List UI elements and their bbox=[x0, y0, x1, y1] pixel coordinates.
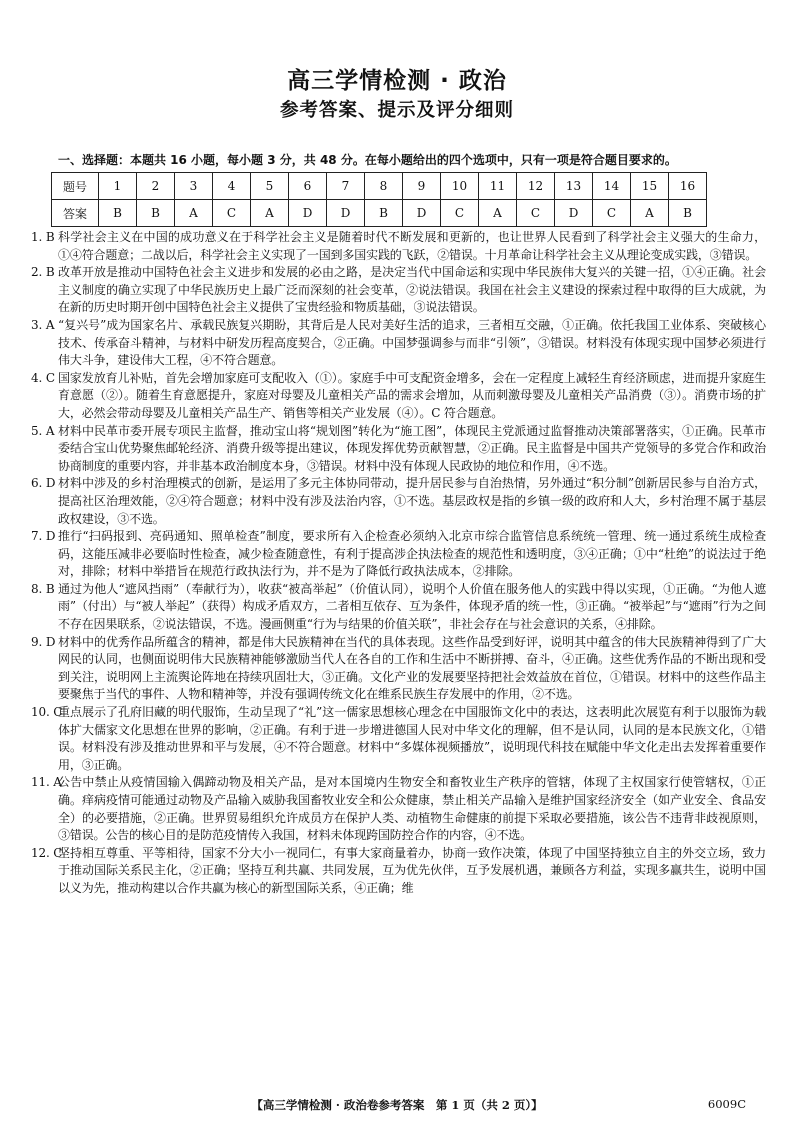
answer-cell: D bbox=[403, 200, 441, 227]
item-text: 公告中禁止从疫情国输入偶蹄动物及相关产品，是对本国境内生物安全和畜牧业生产秩序的管辖，体现了主权国家行使管辖权，①正确。痒病疫情可能通过动物及产品输入威胁我国畜牧业安全和公众健康，禁止相关产品输入是维护国家经济安全（如产业安全、食品安全）的必要措施，②正确。世界贸易组织允许成员方在保护人类、动植物生命健康的前提下采取必要措施，该公告不违背非歧视原则，③错误。公告的核心目的是防范疫情传入我国，材料未体现跨国防控合作的内容，④不选。 bbox=[58, 775, 766, 843]
answer-explanations bbox=[31, 229, 766, 898]
list-item bbox=[31, 475, 766, 528]
answer-row bbox=[52, 200, 707, 227]
answer-cell: C bbox=[593, 200, 631, 227]
answer-cell: D bbox=[289, 200, 327, 227]
item-number: 7. D bbox=[31, 529, 56, 544]
item-number: 1. B bbox=[31, 230, 55, 244]
answer-cell: A bbox=[631, 200, 669, 227]
item-number: 9. D bbox=[31, 634, 56, 649]
list-item bbox=[31, 229, 766, 264]
item-text: 重点展示了孔府旧藏的明代服饰，生动呈现了“礼”这一儒家思想核心理念在中国服饰文化中的表达，这表明此次展览有利于以服饰为载体扩大儒家文化思想在世界的影响，②正确。有利于进一步增进德国人民对中华文化的理解，但不是认同，认同的是本民族文化，①错误。材料没有涉及推动世界和平与发展，④不符合题意。材料中“多媒体视频播放”，说明现代科技在赋能中华文化走出去发挥着重要作用，③正确。 bbox=[58, 705, 766, 772]
question-number-cell: 4 bbox=[213, 173, 251, 200]
question-number-cell: 9 bbox=[403, 173, 441, 200]
item-number: 12. C bbox=[31, 845, 63, 860]
list-item bbox=[31, 528, 766, 581]
list-item bbox=[31, 581, 766, 634]
item-text: 科学社会主义在中国的成功意义在于科学社会主义是随着时代不断发展和更新的，也让世界人民看到了科学社会主义强大的生命力，①④符合题意；二战以后，科学社会主义实现了一国到多国实践的飞跃，②错误。十月革命让科学社会主义从理论变成实践，③错误。 bbox=[58, 230, 766, 262]
question-number-cell: 15 bbox=[631, 173, 669, 200]
item-number: 2. B bbox=[31, 265, 55, 280]
question-number-cell: 14 bbox=[593, 173, 631, 200]
list-item bbox=[31, 634, 766, 704]
item-text: 国家发放育儿补贴，首先会增加家庭可支配收入（①）。家庭手中可支配资金增多，会在一定程度上减轻生育经济顾虑，进而提升家庭生育意愿（②）。随着生育意愿提升，家庭对母婴及儿童相关产品的需求会增加，从而刺激母婴及儿童相关产品消费（③）。消费市场的扩大，必然会带动母婴及儿童相关产品生产、销售等相关产业发展（④）。C 符合题意。 bbox=[58, 370, 766, 420]
list-item bbox=[31, 423, 766, 476]
answer-cell: C bbox=[441, 200, 479, 227]
item-text: 材料中民革市委开展专项民主监督，推动宝山将“规划图”转化为“施工图”，体现民主党派通过监督推动决策部署落实，①正确。民革市委结合宝山优势聚焦邮轮经济、消费升级等提出建议，体现发挥优势贡献智慧，②正确。民主监督是中国共产党领导的多党合作和政治协商制度的重要内容，并非基本政治制度本身，③错误。材料中没有体现人民政协的地位和作用，④不选。 bbox=[58, 423, 766, 473]
question-number-cell: 10 bbox=[441, 173, 479, 200]
page-footer: 【高三学情检测 · 政治卷参考答案 第 1 页（共 2 页）】 bbox=[251, 1098, 543, 1112]
list-item bbox=[31, 264, 766, 317]
row-label-answer: 答案 bbox=[52, 200, 99, 227]
question-number-cell: 7 bbox=[327, 173, 365, 200]
answer-cell: D bbox=[555, 200, 593, 227]
document-code: 6009C bbox=[707, 1097, 746, 1111]
item-text: 推行“扫码报到、亮码通知、照单检查”制度，要求所有入企检查必须纳入北京市综合监管信息系统统一管理、统一通过系统生成检查码，这能压减非必要临时性检查，减少检查随意性，有利于提高涉企执法检查的规范性和透明度，③④正确；①中“杜绝”的说法过于绝对，排除；材料中举措旨在规范行政执法行为，并不是为了降低行政执法成本，②排除。 bbox=[58, 529, 766, 579]
list-item bbox=[31, 370, 766, 423]
list-item bbox=[31, 317, 766, 370]
question-number-cell: 2 bbox=[137, 173, 175, 200]
question-number-cell: 16 bbox=[669, 173, 707, 200]
question-number-cell: 11 bbox=[479, 173, 517, 200]
answer-cell: A bbox=[175, 200, 213, 227]
item-text: “复兴号”成为国家名片、承载民族复兴期盼，其背后是人民对美好生活的追求，三者相互交融，①正确。依托我国工业体系、突破核心技术、传承奋斗精神，与材料中研发历程高度契合，②正确。中国梦强调参与而非“引领”，③错误。材料没有体现实现中国梦必须进行伟大斗争，建设伟大工程，④不符合题意。 bbox=[58, 317, 766, 368]
item-text: 材料中的优秀作品所蕴含的精神，都是伟大民族精神在当代的具体表现。这些作品受到好评，说明其中蕴含的伟大民族精神得到了广大网民的认同，也侧面说明伟大民族精神能够激励当代人在各自的工作和生活中不断拼搏、奋斗，④正确。这些优秀作品的不断出现和受到关注，说明网上主流舆论阵地在持续巩固壮大，③正确。文化产业的发展要坚持把社会效益放在首位，①错误。材料中的这些作品主要聚焦于当代的事件、人物和精神等，并没有强调传统文化在维系民族生存发展中的作用，②不选。 bbox=[58, 634, 766, 702]
item-number: 4. C bbox=[31, 370, 55, 385]
question-number-row bbox=[52, 173, 707, 200]
item-text: 材料中涉及的乡村治理模式的创新，是运用了多元主体协同带动，提升居民参与自治热情，另外通过“积分制”创新居民参与自治方式，提高社区治理效能，②④符合题意；材料中没有涉及法治内容，①不选。基层政权是指的乡镇一级的政府和人大，乡村治理不属于基层政权建设，③不选。 bbox=[58, 476, 766, 526]
answer-cell: A bbox=[251, 200, 289, 227]
question-number-cell: 5 bbox=[251, 173, 289, 200]
answer-cell: A bbox=[479, 200, 517, 227]
question-number-cell: 3 bbox=[175, 173, 213, 200]
item-number: 10. C bbox=[31, 705, 63, 720]
answer-cell: B bbox=[669, 200, 707, 227]
answer-table bbox=[51, 172, 707, 227]
section-heading: 一、选择题：本题共 16 小题，每小题 3 分，共 48 分。在每小题给出的四个选项中，只有一项是符合题目要求的。 bbox=[58, 153, 677, 167]
item-number: 8. B bbox=[31, 581, 55, 596]
item-text: 改革开放是推动中国特色社会主义进步和发展的必由之路，是决定当代中国命运和实现中华民族伟大复兴的关键一招，①④正确。社会主义制度的确立实现了中华民族历史上最广泛而深刻的社会变革，②说法错误。我国在社会主义建设的探索过程中取得的巨大成就，为在新的历史时期开创中国特色社会主义提供了宝贵经验和物质基础，③说法错误。 bbox=[58, 265, 766, 315]
list-item bbox=[31, 774, 766, 844]
question-number-cell: 12 bbox=[517, 173, 555, 200]
answer-cell: C bbox=[517, 200, 555, 227]
list-item bbox=[31, 845, 766, 898]
page-title: 高三学情检测 · 政治 bbox=[287, 68, 507, 94]
answer-cell: C bbox=[213, 200, 251, 227]
page-subtitle: 参考答案、提示及评分细则 bbox=[279, 100, 514, 121]
question-number-cell: 1 bbox=[99, 173, 137, 200]
item-number: 3. A bbox=[31, 317, 55, 332]
answer-cell: B bbox=[137, 200, 175, 227]
question-number-cell: 8 bbox=[365, 173, 403, 200]
answer-cell: B bbox=[365, 200, 403, 227]
answer-cell: D bbox=[327, 200, 365, 227]
list-item bbox=[31, 704, 766, 774]
item-text: 通过为他人“遮风挡雨”（奉献行为），收获“被高举起”（价值认同），说明个人价值在服务他人的实践中得以实现，①正确。“为他人遮雨”（付出）与“被人举起”（获得）构成矛盾双方，二者相互依存、互为条件，体现矛盾的统一性，③正确。“被举起”与“遮雨”行为之间不存在因果联系，②说法错误，不选。漫画侧重“行为与结果的价值关联”，非社会存在与社会意识的关系，④排除。 bbox=[58, 581, 766, 632]
item-number: 6. D bbox=[31, 476, 56, 491]
item-number: 11. A bbox=[31, 775, 62, 790]
item-text: 坚持相互尊重、平等相待，国家不分大小一视同仁，有事大家商量着办，协商一致作决策，体现了中国坚持独立自主的外交立场，致力于推动国际关系民主化，②正确；坚持互利共赢、共同发展，互为优先伙伴，互予发展机遇，兼顾各方利益，实现多赢共生，说明中国以义为先，推动构建以合作共赢为核心的新型国际关系，④正确；维 bbox=[58, 845, 766, 895]
question-number-cell: 13 bbox=[555, 173, 593, 200]
answer-cell: B bbox=[99, 200, 137, 227]
row-label-number: 题号 bbox=[52, 173, 99, 200]
item-number: 5. A bbox=[31, 423, 55, 438]
question-number-cell: 6 bbox=[289, 173, 327, 200]
